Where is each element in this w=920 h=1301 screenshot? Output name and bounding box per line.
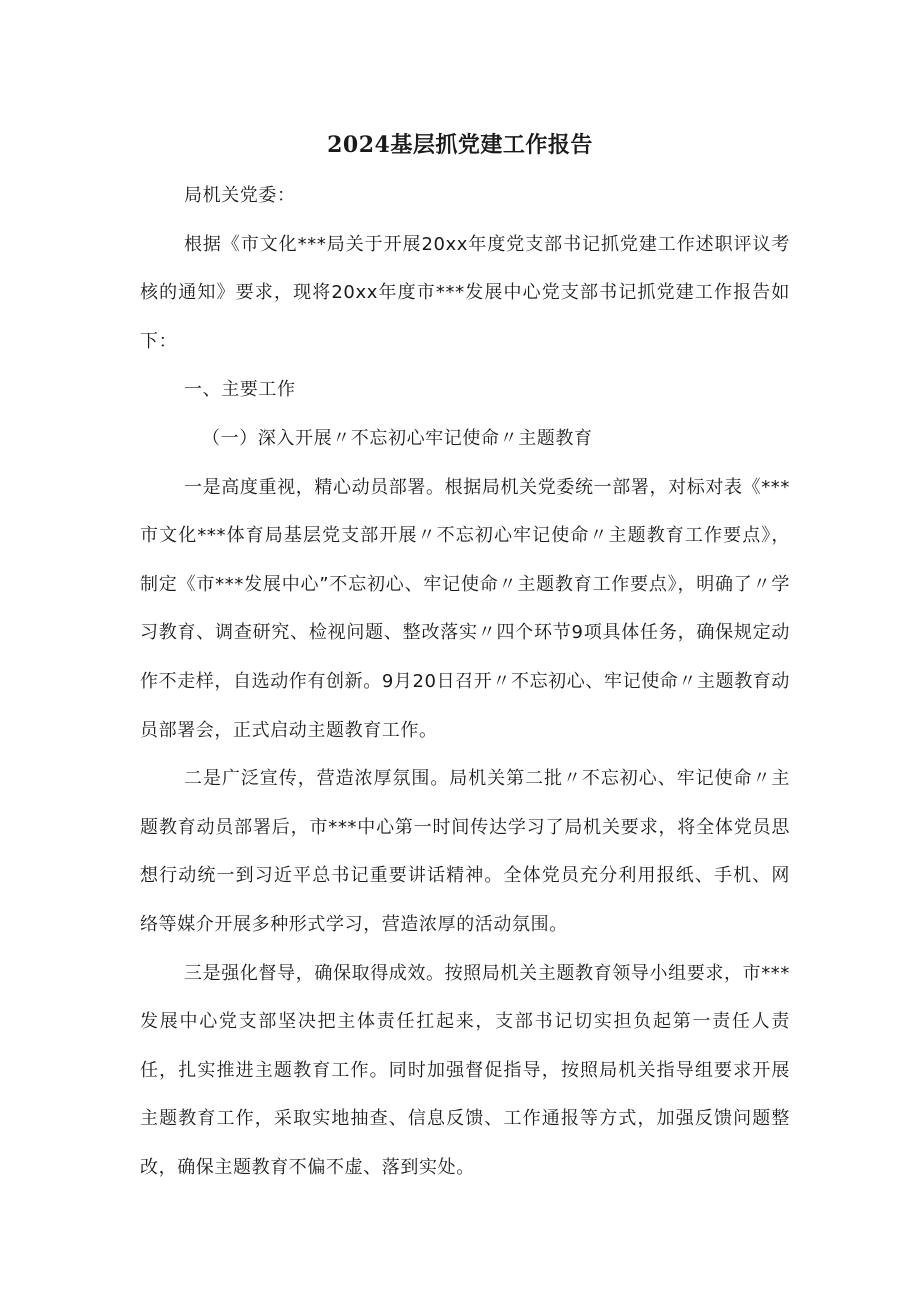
salutation: 局机关党委： (184, 185, 296, 206)
intro-paragraph: 根据《市文化***局关于开展20xx年度党支部书记抓党建工作述职评议考核的通知》要求，现将20xx年度市***发展中心党支部书记抓党建工作报告如下： (140, 233, 790, 352)
body-paragraph: 一是高度重视，精心动员部署。根据局机关党委统一部署，对标对表《***市文化***体育局基层党支部开展〃不忘初心牢记使命〃主题教育工作要点》，制定《市***发展中心”不忘初心、牢记使命〃主题教育工作要点》，明确了〃学习教育、调查研究、检视问题、整改落实〃四个环节9项具体任务，确保规定动作不走样，自选动作有创新。9月20日召开〃不忘初心、牢记使命〃主题教育动员部署会，正式启动主题教育工作。 (140, 476, 790, 741)
document-title: 2024基层抓党建工作报告 (327, 132, 593, 158)
body-paragraph: 二是广泛宣传，营造浓厚氛围。局机关第二批〃不忘初心、牢记使命〃主题教育动员部署后，市***中心第一时间传达学习了局机关要求，将全体党员思想行动统一到习近平总书记重要讲话精神。全体党员充分利用报纸、手机、网络等媒介开展多种形式学习，营造浓厚的活动氛围。 (140, 768, 790, 935)
subsection-heading: （一）深入开展〃不忘初心牢记使命〃主题教育 (202, 427, 593, 449)
section-heading: 一、主要工作 (184, 379, 296, 401)
document-body (140, 172, 790, 1192)
body-paragraph: 三是强化督导，确保取得成效。按照局机关主题教育领导小组要求，市***发展中心党支部坚决把主体责任扛起来，支部书记切实担负起第一责任人责任，扎实推进主题教育工作。同时加强督促指导，按照局机关指导组要求开展主题教育工作，采取实地抽查、信息反馈、工作通报等方式，加强反馈问题整改，确保主题教育不偏不虚、落到实处。 (140, 962, 790, 1178)
